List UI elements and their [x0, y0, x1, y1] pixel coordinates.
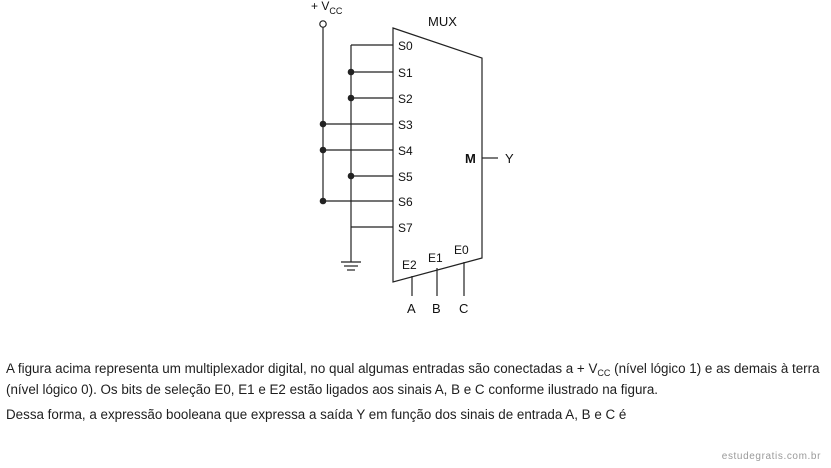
input-label-s2: S2	[398, 92, 413, 106]
output-pin-label: M	[465, 151, 476, 166]
input-label-s4: S4	[398, 144, 413, 158]
signal-label-b: B	[432, 301, 441, 316]
vcc-terminal	[320, 21, 326, 27]
junction-dot	[320, 198, 327, 205]
signal-label-c: C	[459, 301, 469, 316]
input-label-s0: S0	[398, 39, 413, 53]
question-text-part: A figura acima representa um multiplexador digital, no qual algumas entradas são conectadas a + V	[6, 361, 598, 376]
question-text-part: (nível lógico 1) e as demais à terra (nível lógico 0). Os bits de seleção E0, E1 e E2 estão ligados aos sinais A, B e C conforme ilustrado na figura.	[6, 361, 820, 397]
output-label: Y	[505, 151, 514, 166]
ground-icon	[341, 262, 361, 270]
junction-dot	[348, 69, 355, 76]
select-label-e0: E0	[454, 243, 469, 257]
input-label-s5: S5	[398, 170, 413, 184]
input-label-s6: S6	[398, 195, 413, 209]
input-label-s3: S3	[398, 118, 413, 132]
select-label-e2: E2	[402, 258, 417, 272]
junction-dot	[320, 147, 327, 154]
vcc-subscript: CC	[597, 368, 611, 378]
input-label-s7: S7	[398, 221, 413, 235]
vcc-label: + $V_{CC}$	[311, 0, 343, 16]
select-label-e1: E1	[428, 251, 443, 265]
question-text	[6, 358, 828, 425]
watermark: estudegratis.com.br	[721, 451, 821, 462]
junction-dot	[348, 95, 355, 102]
input-label-s1: S1	[398, 66, 413, 80]
junction-dot	[348, 173, 355, 180]
question-paragraph-1	[6, 358, 828, 400]
question-paragraph-2: Dessa forma, a expressão booleana que expressa a saída Y em função dos sinais de entrada A, B e C é	[6, 407, 627, 422]
junction-dot	[320, 121, 327, 128]
signal-label-a: A	[407, 301, 416, 316]
mux-label: MUX	[428, 14, 457, 29]
